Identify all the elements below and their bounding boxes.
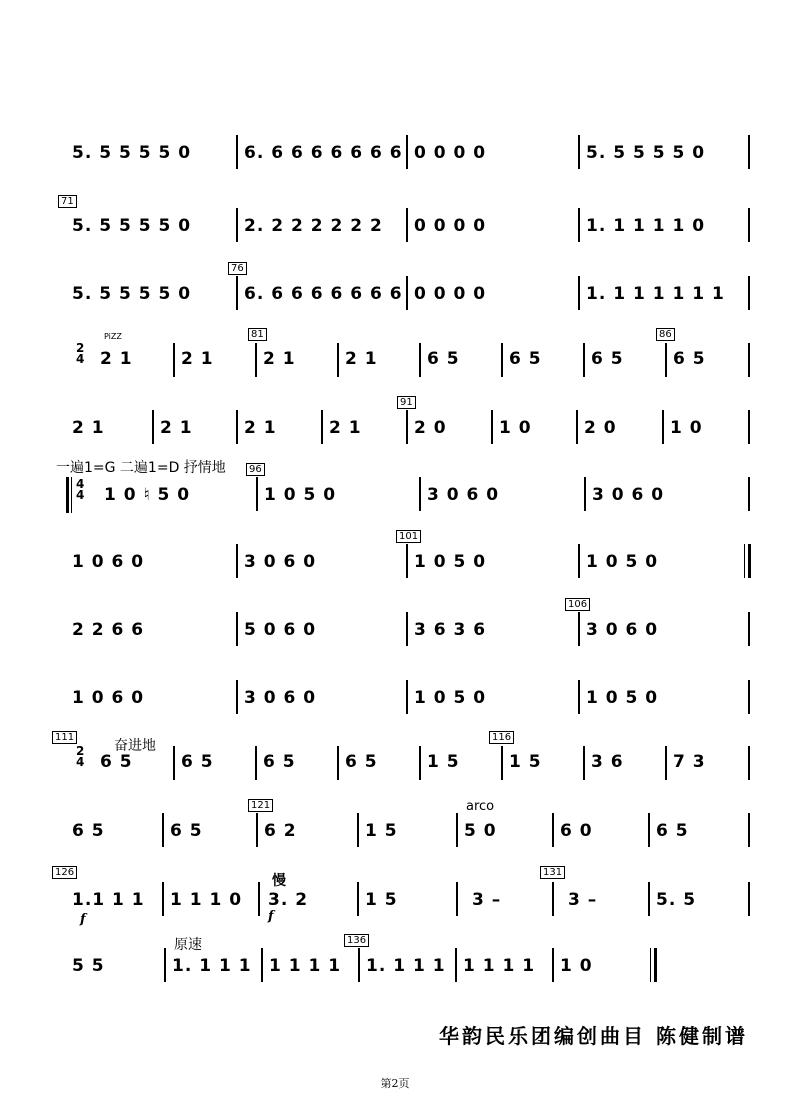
measure: 1 0 ♮ 5 0	[104, 485, 191, 505]
measure: 2 1	[263, 349, 296, 369]
tempo-marking: 原速	[174, 937, 202, 953]
score-row-6	[0, 477, 790, 537]
measure: 6 5	[345, 752, 378, 772]
measure: 1 5	[365, 890, 398, 910]
measure: 5. 5 5 5 5 0	[72, 216, 192, 236]
measure: 6 5	[656, 821, 689, 841]
measure: 1 0 5 0	[414, 552, 487, 572]
measure: 5 5	[72, 956, 105, 976]
measure-number: 91	[397, 396, 416, 409]
measure: 3 6	[591, 752, 624, 772]
measure: 1.1 1 1	[72, 890, 145, 910]
score-row-3	[0, 276, 790, 336]
measure: 1. 1 1 1 1 1 1	[586, 284, 725, 304]
measure-number: 76	[228, 262, 247, 275]
measure: 3 6 3 6	[414, 620, 487, 640]
measure: 1 0 6 0	[72, 552, 145, 572]
measure-number: 121	[248, 799, 273, 812]
time-signature: 2 4	[76, 341, 85, 366]
tempo-marking: 奋进地	[114, 738, 156, 754]
measure: 1 0 5 0	[264, 485, 337, 505]
measure: 6 5	[181, 752, 214, 772]
measure: 6 5	[591, 349, 624, 369]
score-row-4	[0, 343, 790, 403]
measure: 0 0 0 0	[414, 143, 487, 163]
measure: 0 0 0 0	[414, 284, 487, 304]
arco-marking: arco	[466, 799, 495, 814]
measure: 1. 1 1 1	[172, 956, 252, 976]
measure: 1 1 1 1	[269, 956, 342, 976]
measure: 2 0	[584, 418, 617, 438]
measure: 1 0 6 0	[72, 688, 145, 708]
measure: 7 3	[673, 752, 706, 772]
measure: 2 1	[160, 418, 193, 438]
score-row-7	[0, 544, 790, 604]
tempo-key-marking: 一遍1=G 二遍1=D 抒情地	[56, 460, 226, 476]
measure-number: 101	[396, 530, 421, 543]
score-row-12	[0, 882, 790, 942]
measure: 3 0 6 0	[592, 485, 665, 505]
measure-number: 71	[58, 195, 77, 208]
measure-number: 106	[565, 598, 590, 611]
measure-number: 136	[344, 934, 369, 947]
measure: 3. 2	[268, 890, 309, 910]
measure: 3 0 6 0	[586, 620, 659, 640]
measure: 3 –	[472, 890, 502, 910]
measure-number: 96	[246, 463, 265, 476]
measure: 6 5	[263, 752, 296, 772]
tempo-marking: 慢	[272, 873, 286, 889]
measure: 2 1	[72, 418, 105, 438]
measure-number: 116	[489, 731, 514, 744]
score-row-2	[0, 208, 790, 268]
measure: 6 2	[264, 821, 297, 841]
score-row-8	[0, 612, 790, 672]
page-number: 第2页	[380, 1077, 410, 1090]
measure: 6 5	[509, 349, 542, 369]
dynamic-marking: f	[80, 912, 86, 927]
measure: 6 5	[170, 821, 203, 841]
measure: 1 0	[499, 418, 532, 438]
score-row-13	[0, 948, 790, 1008]
measure: 2 0	[414, 418, 447, 438]
measure: 5 0	[464, 821, 497, 841]
measure: 0 0 0 0	[414, 216, 487, 236]
measure: 5. 5 5 5 5 0	[586, 143, 706, 163]
measure: 2 1	[345, 349, 378, 369]
measure: 1 0	[560, 956, 593, 976]
measure: 6 0	[560, 821, 593, 841]
measure-number: 86	[656, 328, 675, 341]
measure: 1 0 5 0	[586, 552, 659, 572]
score-row-9	[0, 680, 790, 740]
measure: 3 0 6 0	[427, 485, 500, 505]
measure: 1. 1 1 1	[366, 956, 446, 976]
measure: 3 0 6 0	[244, 688, 317, 708]
measure: 5. 5 5 5 5 0	[72, 284, 192, 304]
time-signature: 4 4	[76, 477, 85, 502]
footer-credit: 华韵民乐团编创曲目 陈健制谱	[439, 1024, 748, 1048]
score-row-11	[0, 813, 790, 873]
measure: 2 1	[100, 349, 133, 369]
measure: 1 1 1 1	[463, 956, 536, 976]
measure: 6. 6 6 6 6 6 6 6	[244, 143, 403, 163]
measure: 3 –	[568, 890, 598, 910]
measure: 2 1	[244, 418, 277, 438]
measure: 5 0 6 0	[244, 620, 317, 640]
pizz-marking: PiZZ	[104, 332, 122, 341]
measure: 2 1	[329, 418, 362, 438]
measure-number: 131	[540, 866, 565, 879]
measure-number: 111	[52, 731, 77, 744]
measure: 6 5	[427, 349, 460, 369]
measure: 6. 6 6 6 6 6 6 6	[244, 284, 403, 304]
measure: 2 1	[181, 349, 214, 369]
time-signature: 2 4	[76, 744, 85, 769]
measure: 5. 5	[656, 890, 697, 910]
measure: 6 5	[673, 349, 706, 369]
measure: 1 0 5 0	[586, 688, 659, 708]
measure: 1. 1 1 1 1 0	[586, 216, 706, 236]
measure: 6 5	[100, 752, 133, 772]
measure: 3 0 6 0	[244, 552, 317, 572]
dynamic-marking: f	[268, 909, 274, 924]
measure: 2. 2 2 2 2 2 2	[244, 216, 383, 236]
measure: 1 1 1 0	[170, 890, 243, 910]
measure: 1 5	[427, 752, 460, 772]
score-row-10	[0, 746, 790, 806]
measure: 1 0	[670, 418, 703, 438]
score-row-1	[0, 135, 790, 195]
measure: 1 5	[509, 752, 542, 772]
measure: 2 2 6 6	[72, 620, 145, 640]
measure: 5. 5 5 5 5 0	[72, 143, 192, 163]
measure: 1 5	[365, 821, 398, 841]
measure-number: 81	[248, 328, 267, 341]
measure: 1 0 5 0	[414, 688, 487, 708]
measure: 6 5	[72, 821, 105, 841]
measure-number: 126	[52, 866, 77, 879]
